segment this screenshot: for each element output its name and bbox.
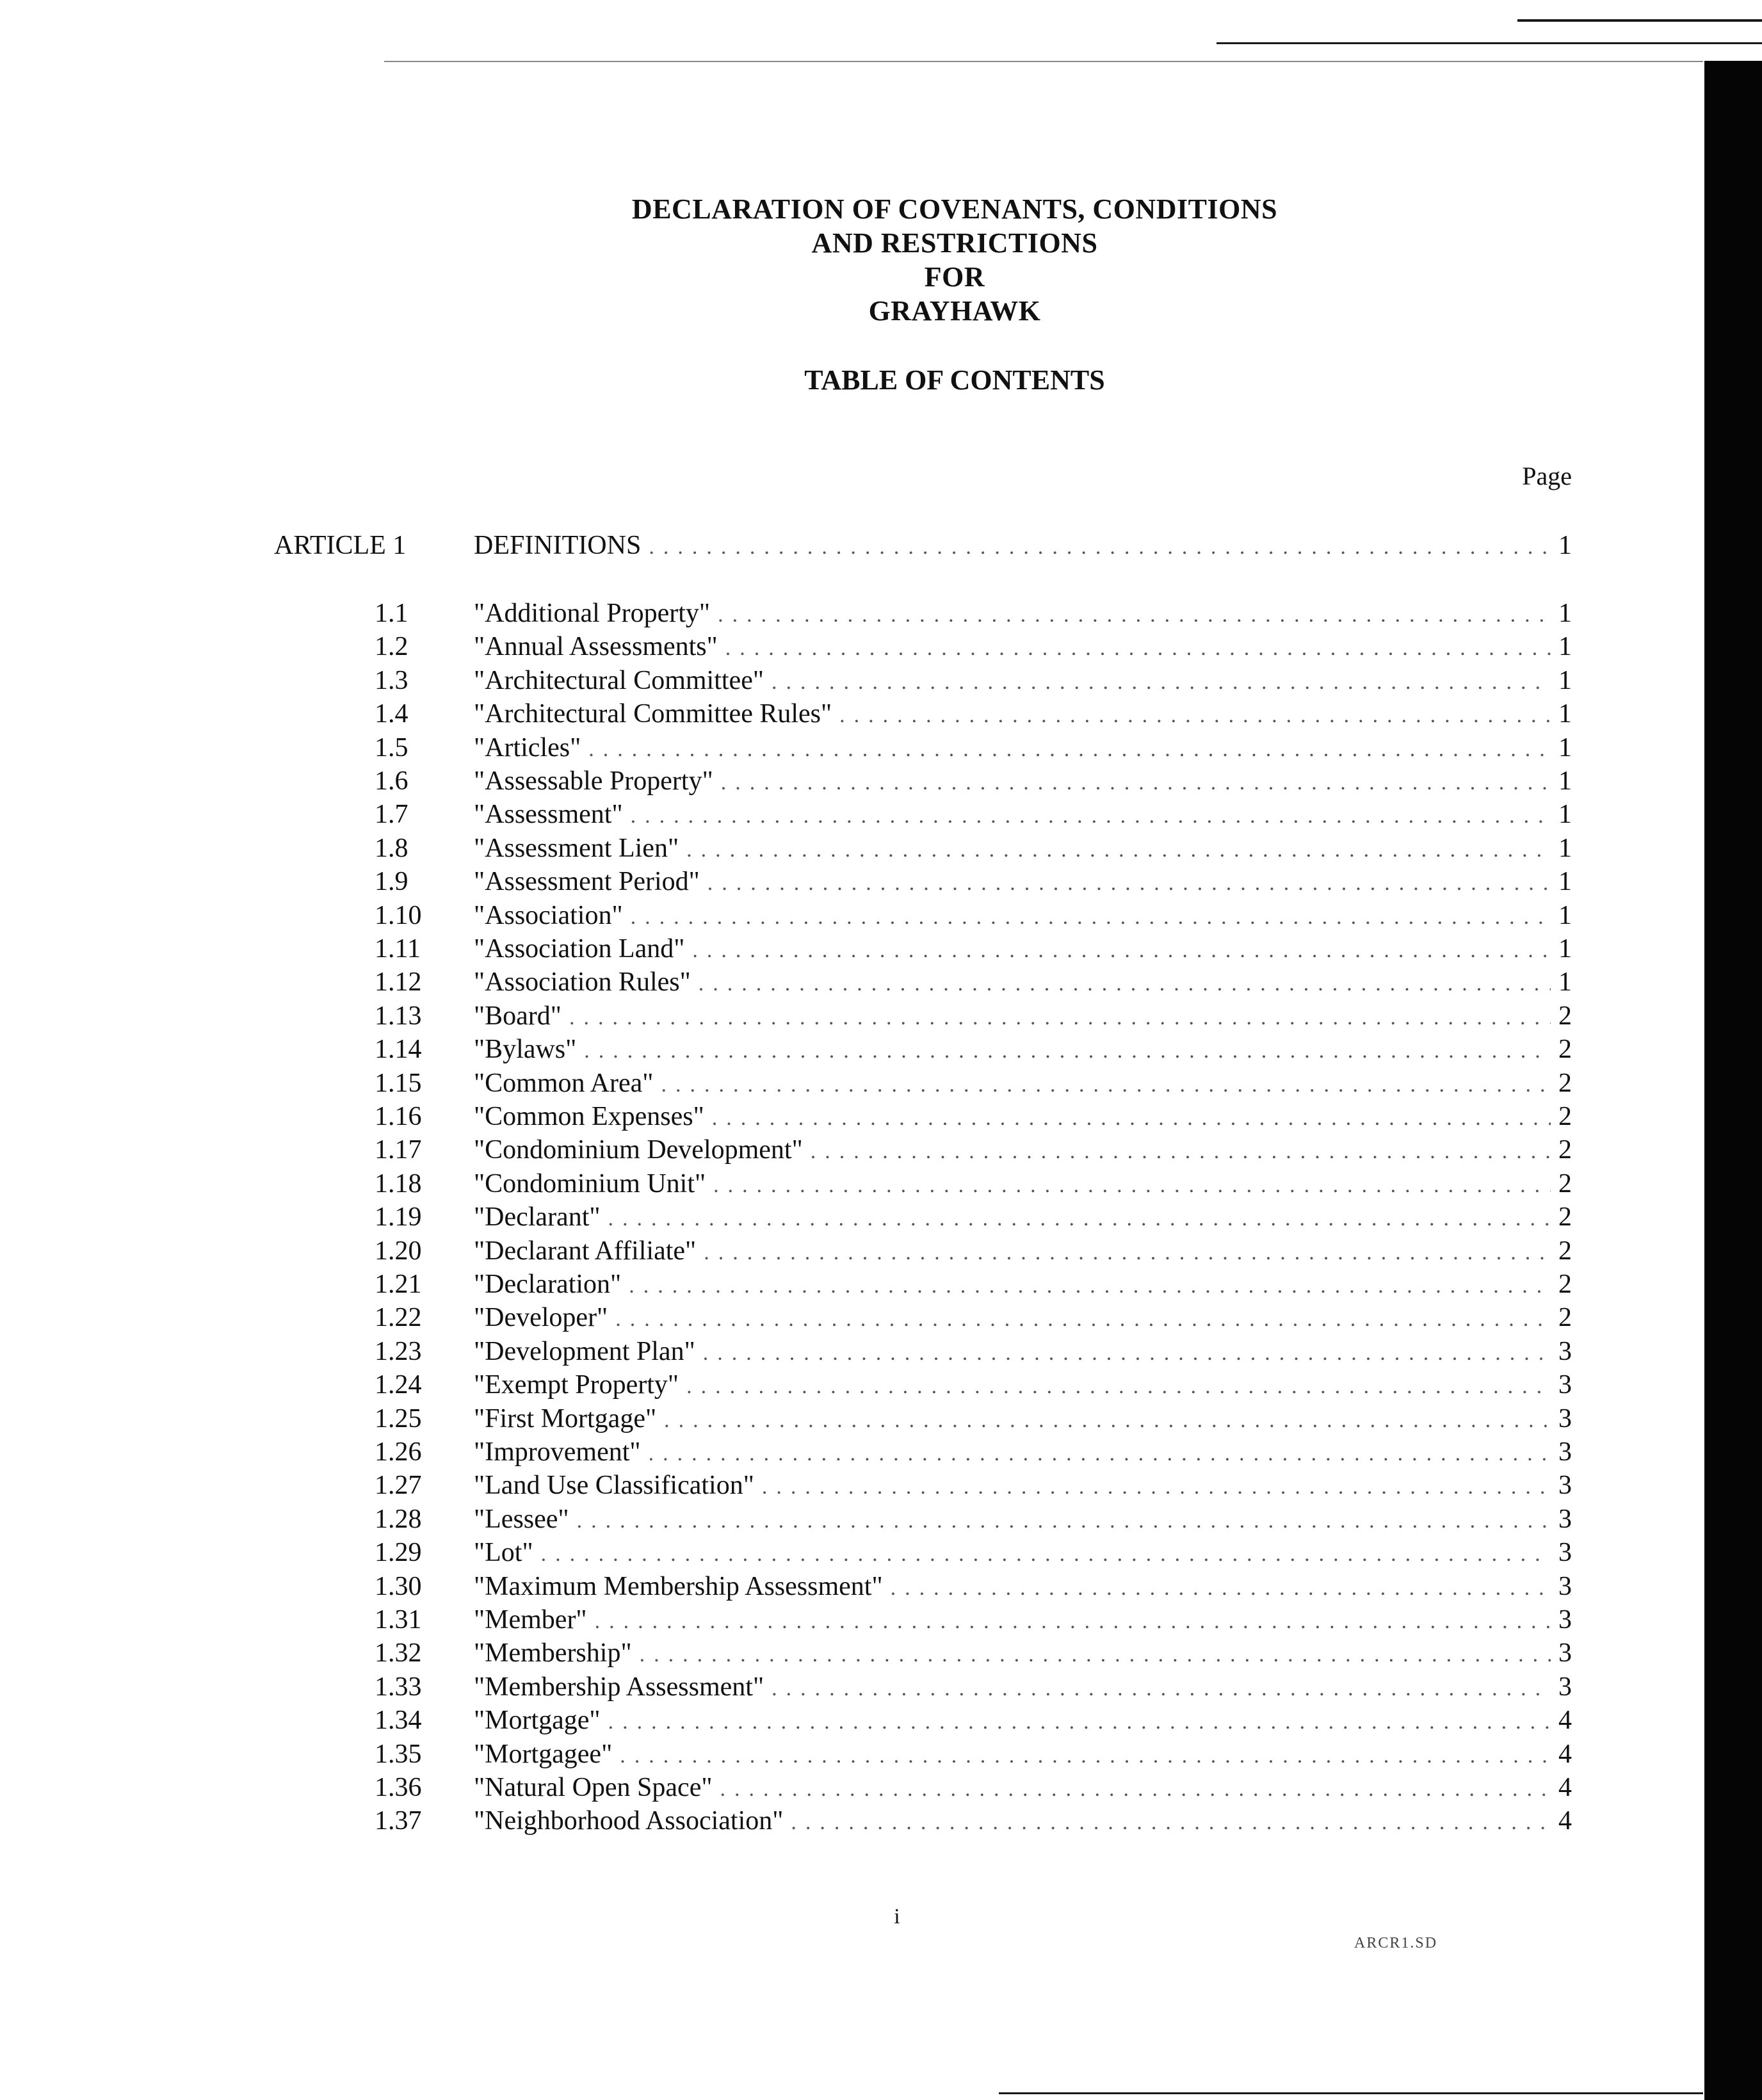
entry-number: 1.25 <box>375 1404 422 1434</box>
entry-title: "Mortgage" <box>474 1706 601 1735</box>
toc-entry-row <box>0 1670 1762 1704</box>
dot-leader <box>712 1102 1551 1135</box>
toc-entry-row <box>0 1067 1762 1100</box>
dot-leader <box>584 1035 1551 1068</box>
toc-entry-row <box>0 697 1762 731</box>
entry-number: 1.7 <box>375 800 408 829</box>
entry-title: "Association Rules" <box>474 967 691 997</box>
title-line: AND RESTRICTIONS <box>811 227 1098 259</box>
entry-page: 2 <box>1558 1236 1572 1266</box>
scan-rule-top-right <box>1517 19 1762 22</box>
scan-rule-long <box>384 61 1703 62</box>
entry-page: 4 <box>1558 1773 1572 1802</box>
entry-number: 1.9 <box>375 867 408 896</box>
title-line: FOR <box>924 261 985 293</box>
entry-title: "Mortgagee" <box>474 1740 613 1769</box>
dot-leader <box>704 1236 1551 1270</box>
dot-leader <box>577 1505 1551 1538</box>
entry-number: 1.33 <box>375 1672 422 1702</box>
entry-page: 1 <box>1558 599 1572 628</box>
toc-entry-row <box>0 1771 1762 1804</box>
entry-number: 1.24 <box>375 1370 422 1400</box>
toc-entry-row <box>0 731 1762 764</box>
dot-leader <box>595 1605 1551 1638</box>
page-column-label: Page <box>1522 462 1572 490</box>
title-line: DECLARATION OF COVENANTS, CONDITIONS <box>631 193 1278 225</box>
dot-leader <box>713 1169 1551 1202</box>
toc-entry-row <box>0 597 1762 630</box>
entry-number: 1.2 <box>375 632 408 661</box>
toc-entry-row <box>0 1636 1762 1670</box>
entry-title-cell <box>474 1200 1551 1236</box>
toc-entry-row <box>0 1738 1762 1771</box>
entry-title-cell <box>474 999 1551 1035</box>
toc-entry-row <box>0 865 1762 898</box>
entry-title: "Declarant Affiliate" <box>474 1236 697 1266</box>
toc-entry-row <box>0 664 1762 697</box>
entry-page: 1 <box>1558 666 1572 695</box>
entry-title-cell <box>474 1234 1551 1270</box>
toc-entry-row <box>0 1570 1762 1603</box>
entry-number: 1.18 <box>375 1169 422 1199</box>
dot-leader <box>772 666 1551 699</box>
entry-page: 4 <box>1558 1706 1572 1735</box>
dot-leader <box>649 531 1551 564</box>
entry-title-cell <box>474 1268 1551 1303</box>
toc-entry-row <box>0 1100 1762 1133</box>
entry-title-cell <box>474 1033 1551 1068</box>
entry-number: 1.8 <box>375 834 408 863</box>
entry-title-cell <box>474 1603 1551 1638</box>
entry-title-cell <box>474 1167 1551 1202</box>
entry-title-cell <box>474 1704 1551 1739</box>
entry-title-cell <box>474 1402 1551 1437</box>
entry-page: 2 <box>1558 1135 1572 1165</box>
entry-page: 1 <box>1558 632 1572 661</box>
entry-page: 1 <box>1558 834 1572 863</box>
entry-number: 1.23 <box>375 1337 422 1366</box>
entry-page: 1 <box>1558 699 1572 729</box>
entry-number: 1.13 <box>375 1001 422 1031</box>
entry-title-cell <box>474 1133 1551 1168</box>
entry-page: 2 <box>1558 1102 1572 1131</box>
entry-title-cell <box>474 798 1551 833</box>
entry-title: "Architectural Committee Rules" <box>474 699 832 729</box>
entry-title: "Common Expenses" <box>474 1102 704 1131</box>
entry-title: "Developer" <box>474 1303 608 1332</box>
dot-leader <box>629 1270 1551 1303</box>
dot-leader <box>588 733 1551 766</box>
entry-page: 2 <box>1558 1001 1572 1031</box>
entry-title: "Land Use Classification" <box>474 1471 754 1500</box>
dot-leader <box>620 1740 1551 1773</box>
toc-heading: TABLE OF CONTENTS <box>804 364 1105 396</box>
entry-title-cell <box>474 1100 1551 1135</box>
dot-leader <box>664 1404 1551 1437</box>
entry-title-cell <box>474 1771 1551 1806</box>
entry-title: "Improvement" <box>474 1437 641 1467</box>
entry-number: 1.6 <box>375 766 408 796</box>
entry-number: 1.16 <box>375 1102 422 1131</box>
entry-page: 1 <box>1558 867 1572 896</box>
toc-entry-row <box>0 1368 1762 1401</box>
dot-leader <box>725 632 1551 665</box>
toc-entry-row <box>0 1704 1762 1737</box>
entry-page: 1 <box>1558 733 1572 763</box>
entry-page: 1 <box>1558 967 1572 997</box>
entry-title-cell <box>474 965 1551 1001</box>
dot-leader <box>707 867 1551 900</box>
entry-title-cell <box>474 764 1551 800</box>
dot-leader <box>891 1572 1551 1605</box>
article-title: DEFINITIONS <box>474 531 642 560</box>
entry-number: 1.12 <box>375 967 422 997</box>
toc-entry-row <box>0 1234 1762 1268</box>
dot-leader <box>839 699 1551 732</box>
entry-title-cell <box>474 832 1551 867</box>
entry-title-cell <box>474 899 1551 934</box>
dot-leader <box>631 901 1551 934</box>
article-page: 1 <box>1558 531 1572 560</box>
dot-leader <box>686 1370 1551 1403</box>
entry-page: 3 <box>1558 1638 1572 1668</box>
entry-number: 1.4 <box>375 699 408 729</box>
entry-page: 3 <box>1558 1538 1572 1567</box>
entry-title-cell <box>474 630 1551 665</box>
entry-title: "Annual Assessments" <box>474 632 718 661</box>
entry-title: "Board" <box>474 1001 562 1031</box>
entry-title: "Development Plan" <box>474 1337 695 1366</box>
entry-title: "Architectural Committee" <box>474 666 764 695</box>
toc-entry-row <box>0 932 1762 965</box>
entry-title-cell <box>474 1503 1551 1538</box>
entry-number: 1.1 <box>375 599 408 628</box>
entry-number: 1.5 <box>375 733 408 763</box>
entry-title-cell <box>474 1301 1551 1336</box>
entry-title-cell <box>474 1368 1551 1403</box>
entry-page: 2 <box>1558 1270 1572 1299</box>
entry-title: "Member" <box>474 1605 587 1635</box>
entry-title: "Additional Property" <box>474 599 711 628</box>
entry-title: "Declaration" <box>474 1270 622 1299</box>
entry-number: 1.14 <box>375 1035 422 1064</box>
entry-number: 1.27 <box>375 1471 422 1500</box>
dot-leader <box>640 1638 1551 1672</box>
toc-entry-row <box>0 832 1762 865</box>
entry-number: 1.34 <box>375 1706 422 1735</box>
entry-title-cell <box>474 597 1551 632</box>
entry-title: "Assessment Lien" <box>474 834 679 863</box>
entry-title: "Assessment" <box>474 800 623 829</box>
entry-title: "Assessment Period" <box>474 867 700 896</box>
entry-number: 1.17 <box>375 1135 422 1165</box>
entry-page: 2 <box>1558 1069 1572 1098</box>
entry-title: "Bylaws" <box>474 1035 577 1064</box>
entry-number: 1.29 <box>375 1538 422 1567</box>
entry-title: "Assessable Property" <box>474 766 713 796</box>
dot-leader <box>686 834 1551 867</box>
dot-leader <box>541 1538 1551 1571</box>
entry-number: 1.35 <box>375 1740 422 1769</box>
entry-page: 3 <box>1558 1337 1572 1366</box>
entry-title-cell <box>474 664 1551 699</box>
entry-title-cell <box>474 697 1551 732</box>
toc-entry-row <box>0 1402 1762 1435</box>
entry-page: 2 <box>1558 1169 1572 1199</box>
toc-entry-row <box>0 1133 1762 1167</box>
article-row <box>0 529 1762 562</box>
dot-leader <box>718 599 1551 632</box>
entry-page: 1 <box>1558 934 1572 964</box>
entry-page: 1 <box>1558 800 1572 829</box>
entry-number: 1.22 <box>375 1303 422 1332</box>
toc-entry-row <box>0 1469 1762 1502</box>
toc-entry-row <box>0 1435 1762 1469</box>
entry-page: 4 <box>1558 1740 1572 1769</box>
entry-title: "First Mortgage" <box>474 1404 657 1434</box>
entry-title-cell <box>474 1804 1551 1839</box>
entry-title-cell <box>474 1536 1551 1571</box>
dot-leader <box>608 1202 1551 1236</box>
dot-leader <box>649 1437 1551 1471</box>
toc-entry-row <box>0 1804 1762 1838</box>
entry-title-cell <box>474 1738 1551 1773</box>
dot-leader <box>811 1135 1551 1168</box>
entry-title-cell <box>474 1636 1551 1672</box>
entry-title: "Condominium Development" <box>474 1135 803 1165</box>
entry-number: 1.37 <box>375 1806 422 1836</box>
entry-title-cell <box>474 1670 1551 1706</box>
entry-number: 1.32 <box>375 1638 422 1668</box>
toc-entry-row <box>0 899 1762 932</box>
entry-page: 4 <box>1558 1806 1572 1836</box>
entry-title-cell <box>474 1435 1551 1471</box>
toc-entry-row <box>0 999 1762 1033</box>
entry-title-cell <box>474 1570 1551 1605</box>
toc-entry-row <box>0 798 1762 831</box>
toc-entry-row <box>0 630 1762 663</box>
entry-title: "Lessee" <box>474 1505 569 1534</box>
entry-title: "Articles" <box>474 733 581 763</box>
footer-code: ARCR1.SD <box>1354 1935 1438 1951</box>
entry-title: "Declarant" <box>474 1202 601 1232</box>
entry-number: 1.36 <box>375 1773 422 1802</box>
entry-number: 1.19 <box>375 1202 422 1232</box>
entry-page: 3 <box>1558 1605 1572 1635</box>
entry-title: "Lot" <box>474 1538 533 1567</box>
entry-title: "Membership Assessment" <box>474 1672 764 1702</box>
entry-page: 3 <box>1558 1471 1572 1500</box>
toc-entry-row <box>0 965 1762 999</box>
entry-page: 3 <box>1558 1437 1572 1467</box>
entry-page: 1 <box>1558 901 1572 930</box>
dot-leader <box>661 1069 1551 1102</box>
entry-title-cell <box>474 1469 1551 1504</box>
entry-number: 1.15 <box>375 1069 422 1098</box>
entry-page: 3 <box>1558 1505 1572 1534</box>
entry-page: 1 <box>1558 766 1572 796</box>
entry-number: 1.11 <box>375 934 421 964</box>
dot-leader <box>772 1672 1551 1706</box>
article-label: ARTICLE 1 <box>274 531 407 560</box>
scan-rule-upper <box>1216 42 1762 44</box>
entry-number: 1.21 <box>375 1270 422 1299</box>
dot-leader <box>692 934 1551 967</box>
entry-title-cell <box>474 865 1551 900</box>
document-title <box>0 192 1762 328</box>
toc-entry-row <box>0 1167 1762 1200</box>
entry-page: 3 <box>1558 1572 1572 1601</box>
toc-entry-row <box>0 1536 1762 1569</box>
entry-number: 1.28 <box>375 1505 422 1534</box>
entry-title: "Maximum Membership Assessment" <box>474 1572 883 1601</box>
entry-page: 3 <box>1558 1672 1572 1702</box>
dot-leader <box>721 766 1551 800</box>
entry-number: 1.10 <box>375 901 422 930</box>
page-number: i <box>894 1905 900 1928</box>
entry-title: "Neighborhood Association" <box>474 1806 784 1836</box>
entry-number: 1.20 <box>375 1236 422 1266</box>
entry-title: "Association Land" <box>474 934 685 964</box>
dot-leader <box>703 1337 1551 1370</box>
entry-title: "Condominium Unit" <box>474 1169 706 1199</box>
entry-page: 3 <box>1558 1404 1572 1434</box>
dot-leader <box>699 967 1551 1001</box>
scan-rule-bottom <box>999 2092 1703 2094</box>
entry-title: "Association" <box>474 901 623 930</box>
entry-title: "Membership" <box>474 1638 632 1668</box>
toc-entry-row <box>0 1200 1762 1234</box>
dot-leader <box>608 1706 1551 1739</box>
dot-leader <box>631 800 1551 833</box>
article-title-cell <box>474 529 1551 564</box>
entry-page: 3 <box>1558 1370 1572 1400</box>
entry-number: 1.26 <box>375 1437 422 1467</box>
entry-title-cell <box>474 731 1551 766</box>
entry-title: "Natural Open Space" <box>474 1773 713 1802</box>
dot-leader <box>762 1471 1551 1504</box>
dot-leader <box>720 1773 1551 1806</box>
toc-entry-row <box>0 1268 1762 1301</box>
entry-title: "Common Area" <box>474 1069 654 1098</box>
entry-page: 2 <box>1558 1035 1572 1064</box>
entry-number: 1.30 <box>375 1572 422 1601</box>
toc-entry-row <box>0 1335 1762 1368</box>
entry-title-cell <box>474 1335 1551 1370</box>
entry-number: 1.3 <box>375 666 408 695</box>
dot-leader <box>791 1806 1551 1839</box>
toc-entry-row <box>0 764 1762 798</box>
toc-entry-row <box>0 1301 1762 1334</box>
entry-page: 2 <box>1558 1202 1572 1232</box>
entry-number: 1.31 <box>375 1605 422 1635</box>
dot-leader <box>615 1303 1551 1336</box>
toc-entry-row <box>0 1033 1762 1066</box>
entry-title-cell <box>474 1067 1551 1102</box>
entry-title-cell <box>474 932 1551 967</box>
toc-entry-row <box>0 1503 1762 1536</box>
toc-entry-row <box>0 1603 1762 1636</box>
entry-page: 2 <box>1558 1303 1572 1332</box>
title-line: GRAYHAWK <box>868 295 1041 327</box>
entry-title: "Exempt Property" <box>474 1370 679 1400</box>
dot-leader <box>569 1001 1551 1035</box>
